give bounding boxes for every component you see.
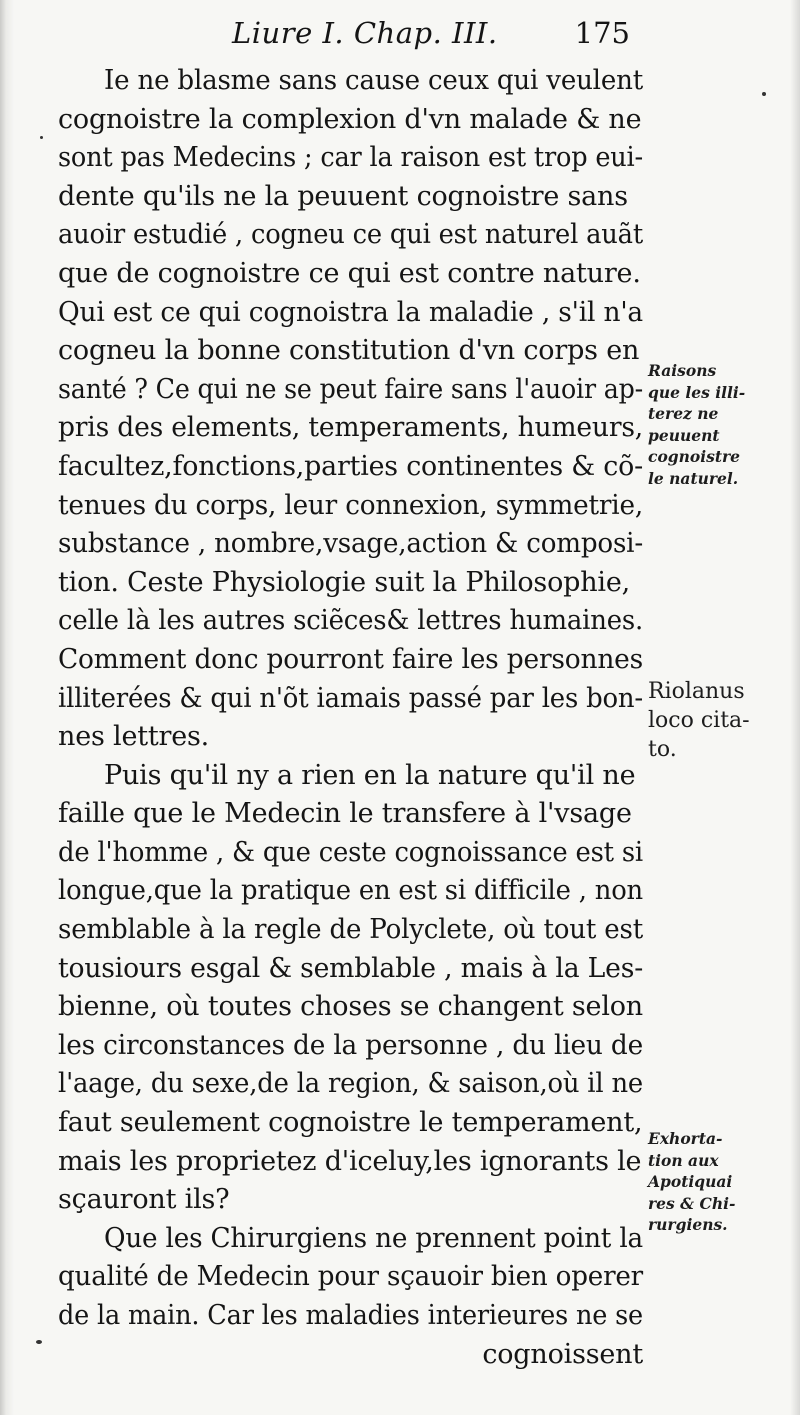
margin-note-line: Raisons <box>648 361 717 380</box>
text-line: les circonstances de la personne , du lieu de <box>58 1029 643 1061</box>
ink-speck <box>762 92 766 96</box>
text-line: tousiours esgal & semblable , mais à la Les- <box>58 952 643 984</box>
text-line: mais les proprietez d'iceluy,les ignorants le <box>58 1145 642 1177</box>
margin-note-line: to. <box>648 737 677 762</box>
text-line: bienne, où toutes choses se changent selon <box>58 991 643 1023</box>
text-line: Que les Chirurgiens ne prennent point la <box>104 1222 643 1254</box>
text-line: faut seulement cognoistre le temperament, <box>58 1107 643 1139</box>
text-line: Ie ne blasme sans cause ceux qui veulent <box>104 65 643 96</box>
margin-note-line: cognoistre <box>648 447 741 466</box>
margin-note-line: res & Chi- <box>648 1193 736 1213</box>
margin-note-line: rurgiens. <box>648 1215 728 1234</box>
text-line: celle là les autres sciẽces& lettres humaines. <box>58 605 643 637</box>
text-line: semblable à la regle de Polyclete, où tout est <box>58 914 643 946</box>
margin-note-raisons <box>648 360 745 489</box>
text-line: santé ? Ce qui ne se peut faire sans l'auoir ap- <box>58 373 643 405</box>
text-line: auoir estudié , cogneu ce qui est naturel auãt <box>58 219 643 251</box>
margin-note-line: tion aux <box>648 1150 719 1170</box>
text-line: sont pas Medecins ; car la raison est trop eui- <box>58 142 643 174</box>
text-line: facultez,fonctions,parties continentes & cõ- <box>58 450 643 482</box>
margin-note-line: peuuent <box>648 425 720 445</box>
text-line: illiterées & qui n'õt iamais passé par les bon- <box>58 682 643 714</box>
main-text <box>58 62 643 1374</box>
margin-note-line: Apotiquai <box>648 1172 733 1191</box>
text-line: sçauront ils? <box>58 1184 230 1216</box>
text-line: substance , nombre,vsage,action & composi- <box>58 528 643 560</box>
text-line: Puis qu'il ny a rien en la nature qu'il ne <box>104 759 636 791</box>
text-line: tenues du corps, leur connexion, symmetrie, <box>58 489 643 521</box>
text-line: cogneu la bonne constitution d'vn corps en <box>58 335 640 367</box>
catchword: cognoissent <box>482 1338 643 1370</box>
text-line: faille que le Medecin le transfere à l'vsage <box>58 798 632 830</box>
margin-note-line: que les illi- <box>648 382 746 402</box>
margin-note-exhortation <box>648 1128 735 1236</box>
page-header <box>220 16 640 52</box>
text-line: qualité de Medecin pour sçauoir bien operer <box>58 1261 643 1293</box>
margin-note-line: loco cita- <box>648 708 750 733</box>
margin-note-riolanus <box>648 677 750 764</box>
running-head: Liure I. Chap. III. <box>232 16 498 50</box>
text-line: l'aage, du sexe,de la region, & saison,où il ne <box>58 1068 643 1100</box>
text-line: cognoistre la complexion d'vn malade & ne <box>58 103 642 135</box>
margin-note-line: le naturel. <box>648 468 739 488</box>
ink-speck <box>36 1340 42 1344</box>
ink-speck <box>40 136 43 139</box>
page-number: 175 <box>574 16 630 50</box>
text-line: Qui est ce qui cognoistra la maladie , s'il n'a <box>58 296 643 328</box>
text-line: de la main. Car les maladies interieures ne se <box>58 1300 643 1331</box>
text-line: nes lettres. <box>58 721 210 753</box>
text-line: tion. Ceste Physiologie suit la Philosophie, <box>58 566 631 598</box>
margin-note-line: terez ne <box>648 404 719 423</box>
margin-note-line: Riolanus <box>648 679 745 704</box>
text-line: de l'homme , & que ceste cognoissance est si <box>58 836 643 868</box>
text-line: Comment donc pourront faire les personnes <box>58 643 643 675</box>
text-line: longue,que la pratique en est si difficile , non <box>58 875 643 907</box>
text-line: dente qu'ils ne la peuuent cognoistre sans <box>58 180 628 212</box>
margin-note-line: Exhorta- <box>648 1129 723 1148</box>
text-line: pris des elements, temperaments, humeurs, <box>58 412 643 444</box>
text-line: que de cognoistre ce qui est contre nature. <box>58 257 641 289</box>
